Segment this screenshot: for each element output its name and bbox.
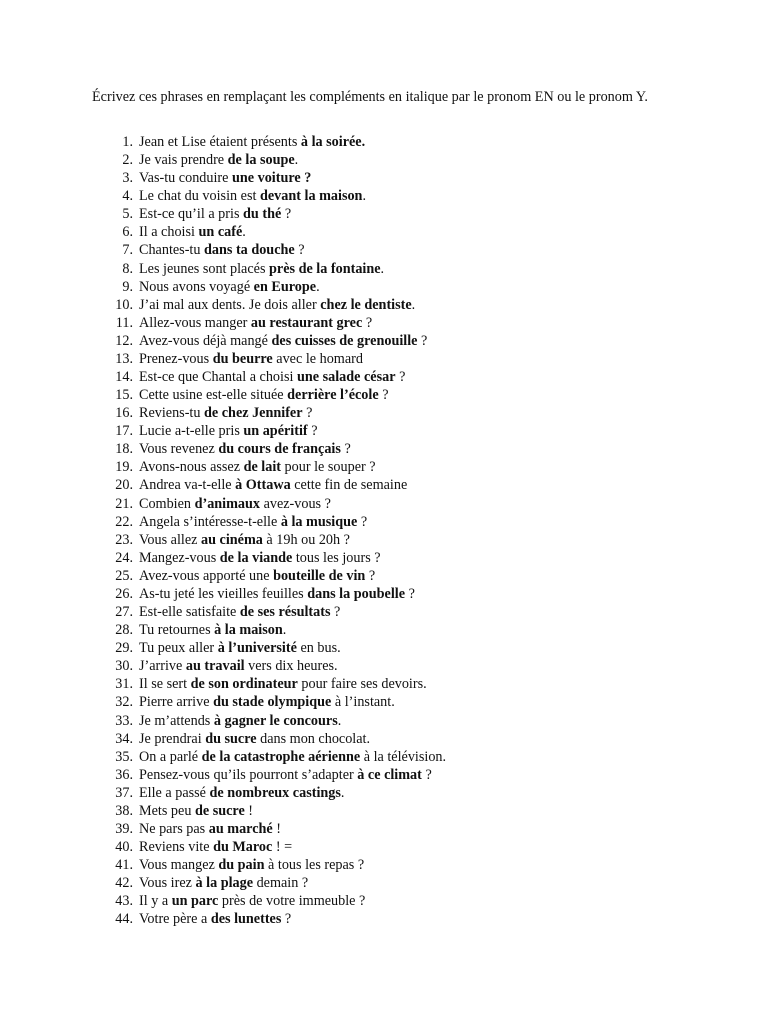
item-sentence	[139, 495, 331, 513]
sentence-fragment: Chantes-tu	[139, 242, 205, 259]
item-number: 19.	[115, 459, 133, 476]
highlighted-complement: du beurre	[212, 350, 273, 367]
item-sentence	[139, 241, 305, 259]
item-sentence	[139, 314, 372, 332]
sentence-fragment: .	[282, 622, 287, 639]
item-sentence	[139, 802, 253, 820]
highlighted-complement: une salade césar	[296, 369, 396, 386]
sentence-fragment: J’ai mal aux dents. Je dois aller	[139, 296, 321, 313]
item-number: 2.	[122, 152, 133, 169]
sentence-fragment: avec le homard	[272, 350, 363, 367]
sentence-fragment: ?	[294, 242, 305, 259]
item-number: 23.	[115, 531, 133, 548]
highlighted-complement: au travail	[185, 658, 245, 675]
item-sentence	[139, 223, 246, 241]
highlighted-complement: une voiture ?	[231, 170, 312, 187]
item-sentence	[139, 675, 427, 693]
highlighted-complement: à la plage	[195, 875, 254, 892]
item-number: 5.	[122, 206, 133, 223]
sentence-fragment: Vous irez	[139, 875, 196, 892]
item-sentence	[139, 350, 363, 368]
sentence-fragment: Est-ce qu’il a pris	[139, 206, 244, 223]
sentence-fragment: vers dix heures.	[244, 658, 338, 675]
sentence-fragment: ?	[405, 585, 415, 602]
sentence-fragment: Avez-vous apporté une	[139, 567, 274, 584]
exercise-instructions: Écrivez ces phrases en remplaçant les compléments en italique par le pronom EN ou le pronom Y.	[92, 89, 648, 105]
sentence-fragment: cette fin de semaine	[290, 477, 408, 494]
sentence-fragment: Est-ce que Chantal a choisi	[139, 369, 297, 386]
item-sentence	[139, 368, 405, 386]
item-number: 43.	[115, 893, 133, 910]
item-sentence	[139, 910, 291, 928]
sentence-fragment: ?	[395, 369, 406, 386]
item-number: 17.	[115, 423, 133, 440]
sentence-fragment: Cette usine est-elle située	[139, 387, 288, 404]
highlighted-complement: à l’université	[217, 640, 297, 657]
sentence-fragment: .	[380, 260, 385, 277]
item-number: 34.	[115, 730, 133, 747]
sentence-fragment: Avons-nous assez	[139, 459, 244, 476]
item-sentence	[139, 404, 312, 422]
sentence-fragment: dans mon chocolat.	[256, 730, 371, 747]
item-sentence	[139, 133, 365, 151]
highlighted-complement: du thé	[243, 206, 282, 223]
item-number: 9.	[122, 278, 133, 295]
highlighted-complement: chez le dentiste	[320, 296, 412, 313]
highlighted-complement: de chez Jennifer	[204, 405, 303, 422]
item-sentence	[139, 531, 350, 549]
sentence-fragment: Jean et Lise étaient présents	[139, 134, 301, 150]
sentence-fragment: Le chat du voisin est	[139, 188, 260, 205]
sentence-fragment: Vous allez	[139, 531, 201, 548]
sentence-fragment: .	[294, 152, 299, 169]
sentence-fragment: Tu retournes	[139, 622, 215, 639]
sentence-fragment: Andrea va-t-elle	[139, 477, 236, 494]
highlighted-complement: derrière l’école	[287, 387, 379, 404]
item-number: 35.	[115, 748, 133, 765]
sentence-fragment: ?	[417, 332, 428, 349]
item-number: 39.	[115, 820, 133, 837]
item-sentence	[139, 205, 291, 223]
item-sentence	[139, 513, 367, 531]
highlighted-complement: devant la maison	[259, 188, 363, 205]
highlighted-complement: près de la fontaine	[269, 260, 381, 277]
sentence-fragment: ! =	[272, 839, 293, 856]
item-number: 6.	[122, 224, 133, 241]
item-number: 24.	[115, 549, 133, 566]
item-sentence	[139, 278, 320, 296]
highlighted-complement: de lait	[243, 459, 281, 476]
sentence-fragment: ?	[330, 604, 341, 621]
sentence-fragment: On a parlé	[139, 748, 202, 765]
highlighted-complement: de la viande	[219, 549, 293, 566]
item-sentence	[139, 332, 427, 350]
highlighted-complement: du sucre	[205, 730, 257, 747]
sentence-fragment: As-tu jeté les vieilles feuilles	[139, 585, 308, 602]
item-number: 32.	[115, 694, 133, 711]
item-number: 4.	[122, 188, 133, 205]
sentence-fragment: Ne pars pas	[139, 820, 209, 837]
sentence-fragment: en bus.	[296, 640, 341, 657]
item-sentence	[139, 603, 340, 621]
item-sentence	[139, 169, 311, 187]
highlighted-complement: de la catastrophe aérienne	[201, 748, 361, 765]
item-sentence	[139, 386, 389, 404]
sentence-fragment: ?	[362, 314, 373, 331]
highlighted-complement: à ce climat	[357, 766, 422, 783]
highlighted-complement: un apéritif	[243, 423, 308, 440]
sentence-fragment: à tous les repas ?	[264, 857, 365, 874]
sentence-fragment: Mangez-vous	[139, 549, 220, 566]
item-number: 18.	[115, 441, 133, 458]
item-number: 25.	[115, 567, 133, 584]
item-number: 37.	[115, 784, 133, 801]
item-sentence	[139, 874, 308, 892]
item-sentence	[139, 476, 407, 494]
item-sentence	[139, 458, 376, 476]
sentence-fragment: J’arrive	[139, 658, 186, 675]
sentence-fragment: Combien	[139, 495, 195, 512]
sentence-fragment: avez-vous ?	[260, 495, 331, 512]
highlighted-complement: à Ottawa	[235, 477, 291, 494]
item-number: 26.	[115, 585, 133, 602]
sentence-fragment: ?	[302, 405, 313, 422]
highlighted-complement: des cuisses de grenouille	[271, 332, 418, 349]
highlighted-complement: du Maroc	[213, 839, 273, 856]
item-number: 3.	[122, 170, 133, 187]
item-sentence	[139, 730, 370, 748]
item-sentence	[139, 621, 286, 639]
sentence-fragment: Les jeunes sont placés	[139, 260, 270, 277]
sentence-fragment: pour le souper ?	[281, 459, 376, 476]
item-sentence	[139, 187, 366, 205]
sentence-fragment: ?	[357, 513, 368, 530]
sentence-fragment: Nous avons voyagé	[139, 278, 254, 295]
item-number: 21.	[115, 495, 133, 512]
item-number: 7.	[122, 242, 133, 259]
sentence-fragment: ?	[281, 206, 292, 223]
item-number: 41.	[115, 857, 133, 874]
sentence-fragment: !	[244, 802, 254, 819]
item-number: 29.	[115, 640, 133, 657]
sentence-fragment: à 19h ou 20h ?	[262, 531, 350, 548]
highlighted-complement: du stade olympique	[213, 694, 332, 711]
sentence-fragment: ?	[365, 567, 376, 584]
item-number: 44.	[115, 911, 133, 928]
item-number: 20.	[115, 477, 133, 494]
sentence-fragment: Vous revenez	[139, 441, 219, 458]
highlighted-complement: du cours de français	[218, 441, 341, 458]
sentence-fragment: .	[337, 712, 342, 729]
item-number: 40.	[115, 839, 133, 856]
highlighted-complement: à la maison	[214, 622, 283, 639]
sentence-fragment: Il se sert	[139, 676, 191, 693]
highlighted-complement: à la musique	[280, 513, 358, 530]
item-sentence	[139, 892, 365, 910]
item-sentence	[139, 639, 341, 657]
item-sentence	[139, 693, 395, 711]
sentence-fragment: .	[340, 784, 345, 801]
item-sentence	[139, 748, 446, 766]
item-sentence	[139, 567, 375, 585]
highlighted-complement: de nombreux castings	[209, 784, 341, 801]
item-number: 33.	[115, 712, 133, 729]
sentence-fragment: Prenez-vous	[139, 350, 213, 367]
sentence-fragment: Mets peu	[139, 802, 195, 819]
item-number: 11.	[115, 314, 133, 331]
sentence-fragment: !	[272, 820, 281, 837]
highlighted-complement: du pain	[218, 857, 265, 874]
sentence-fragment: ?	[307, 423, 318, 440]
sentence-fragment: Allez-vous manger	[139, 314, 251, 331]
highlighted-complement: bouteille de vin	[273, 567, 366, 584]
item-number: 14.	[115, 369, 133, 386]
highlighted-complement: de sucre	[194, 802, 245, 819]
sentence-fragment: à la télévision.	[360, 748, 447, 765]
item-number: 10.	[115, 296, 133, 313]
item-sentence	[139, 260, 384, 278]
sentence-fragment: ?	[421, 766, 432, 783]
highlighted-complement: de son ordinateur	[190, 676, 298, 693]
sentence-fragment: .	[316, 278, 320, 295]
highlighted-complement: de ses résultats	[239, 604, 331, 621]
highlighted-complement: au restaurant grec	[250, 314, 363, 331]
item-number: 22.	[115, 513, 133, 530]
item-sentence	[139, 585, 415, 603]
item-number: 12.	[115, 332, 133, 349]
sentence-fragment: Angela s’intéresse-t-elle	[139, 513, 281, 530]
sentence-fragment: près de votre immeuble ?	[218, 893, 366, 910]
sentence-fragment: Votre père a	[139, 911, 211, 928]
sentence-fragment: Reviens vite	[139, 839, 214, 856]
highlighted-complement: des lunettes	[210, 911, 282, 928]
item-number: 8.	[122, 260, 133, 277]
item-number: 31.	[115, 676, 133, 693]
sentence-fragment: Lucie a-t-elle pris	[139, 423, 244, 440]
item-number: 28.	[115, 622, 133, 639]
highlighted-complement: au marché	[208, 820, 273, 837]
item-sentence	[139, 838, 292, 856]
item-sentence	[139, 549, 381, 567]
highlighted-complement: dans la poubelle	[307, 585, 406, 602]
highlighted-complement: un parc	[171, 893, 219, 910]
item-number: 42.	[115, 875, 133, 892]
sentence-fragment: Reviens-tu	[139, 405, 205, 422]
item-number: 38.	[115, 802, 133, 819]
item-sentence	[139, 422, 318, 440]
item-number: 13.	[115, 350, 133, 367]
highlighted-complement: un café	[198, 224, 243, 241]
item-sentence	[139, 151, 298, 169]
item-sentence	[139, 784, 344, 802]
sentence-fragment: ?	[281, 911, 292, 928]
highlighted-complement: de la soupe	[227, 152, 295, 169]
highlighted-complement: dans ta douche	[204, 242, 295, 259]
sentence-fragment: .	[362, 188, 366, 205]
highlighted-complement: d’animaux	[194, 495, 261, 512]
item-number: 15.	[115, 387, 133, 404]
sentence-fragment: .	[242, 224, 246, 241]
sentence-fragment: Il a choisi	[139, 224, 199, 241]
sentence-fragment: ?	[340, 441, 351, 458]
highlighted-complement: en Europe	[253, 278, 317, 295]
sentence-fragment: Est-elle satisfaite	[139, 604, 240, 621]
sentence-fragment: ?	[378, 387, 389, 404]
item-sentence	[139, 657, 338, 675]
sentence-fragment: Pierre arrive	[139, 694, 214, 711]
sentence-fragment: Tu peux aller	[139, 640, 218, 657]
item-sentence	[139, 820, 281, 838]
item-number: 16.	[115, 405, 133, 422]
item-number: 1.	[122, 134, 133, 150]
sentence-fragment: Avez-vous déjà mangé	[139, 332, 272, 349]
item-sentence	[139, 296, 415, 314]
sentence-fragment: demain ?	[253, 875, 309, 892]
sentence-fragment: à l’instant.	[331, 694, 395, 711]
item-sentence	[139, 440, 351, 458]
highlighted-complement: à gagner le concours	[213, 712, 338, 729]
sentence-fragment: .	[411, 296, 416, 313]
item-sentence	[139, 766, 432, 784]
sentence-fragment: Elle a passé	[139, 784, 210, 801]
sentence-fragment: Vas-tu conduire	[139, 170, 232, 187]
highlighted-complement: au cinéma	[201, 531, 263, 548]
highlighted-complement: à la soirée.	[300, 134, 366, 150]
sentence-fragment: Pensez-vous qu’ils pourront s’adapter	[139, 766, 358, 783]
sentence-fragment: pour faire ses devoirs.	[297, 676, 427, 693]
item-number: 36.	[115, 766, 133, 783]
item-number: 30.	[115, 658, 133, 675]
sentence-fragment: Il y a	[139, 893, 172, 910]
sentence-fragment: Je m’attends	[139, 712, 214, 729]
sentence-fragment: Vous mangez	[139, 857, 219, 874]
sentence-fragment: Je prendrai	[139, 730, 206, 747]
item-sentence	[139, 712, 341, 730]
item-number: 27.	[115, 604, 133, 621]
item-sentence	[139, 856, 364, 874]
sentence-fragment: tous les jours ?	[292, 549, 381, 566]
sentence-fragment: Je vais prendre	[139, 152, 228, 169]
